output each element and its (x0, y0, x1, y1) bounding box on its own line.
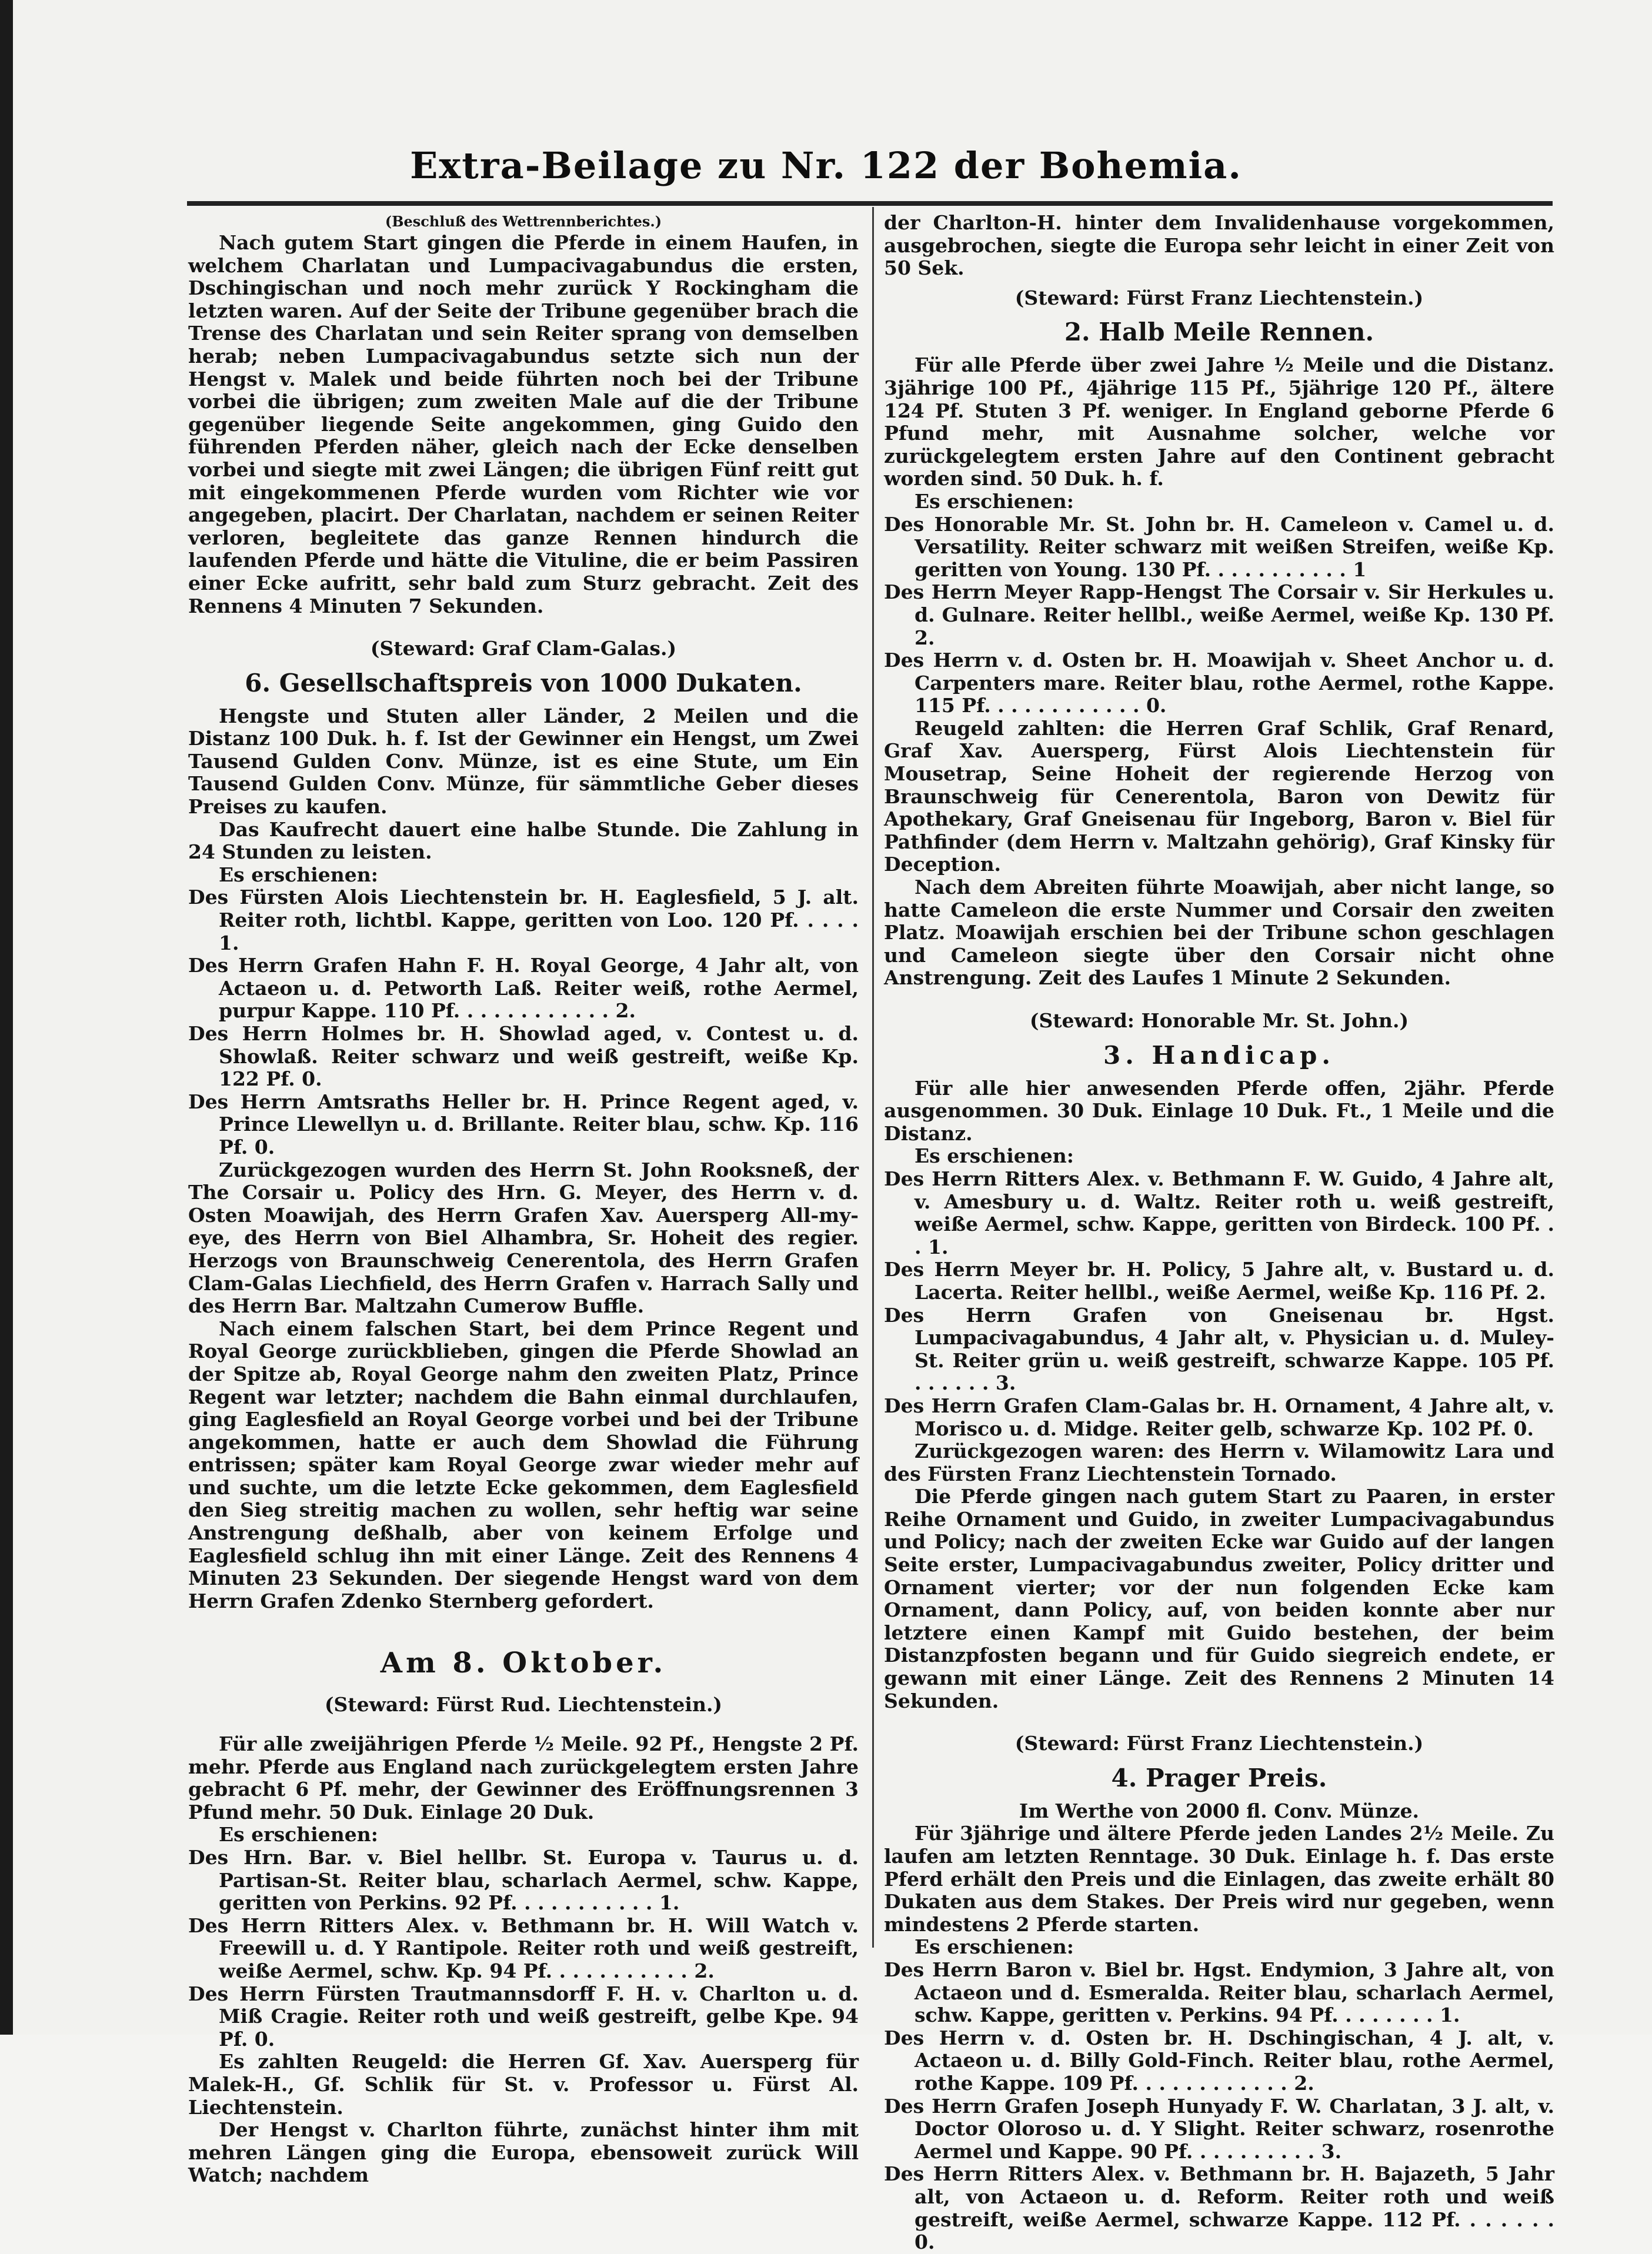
race2-entry: Des Herrn v. d. Osten br. H. Moawijah v. Sheet Anchor u. d. Carpenters mare. Reiter blau, rothe Aermel, rothe Kappe. 115 Pf. . . . . . . . . . . . 0. (884, 649, 1554, 717)
steward-line: (Steward: Fürst Franz Liechtenstein.) (1014, 286, 1424, 309)
race2-entry: Des Herrn Meyer Rapp-Hengst The Corsair v. Sir Herkules u. d. Gulnare. Reiter hellbl., weiße Aermel, weiße Kp. 130 Pf. 2. (884, 580, 1554, 649)
race3-withdrawn: Zurückgezogen waren: des Herrn v. Wilamowitz Lara und des Fürsten Franz Liechtenstein Tornado. (884, 1440, 1554, 1485)
race6-entry: Des Herrn Holmes br. H. Showlad aged, v. Contest u. d. Showlaß. Reiter schwarz und weiß gestreift, weiße Kp. 122 Pf. 0. (188, 1022, 859, 1091)
race2-entry: Des Honorable Mr. St. John br. H. Cameleon v. Camel u. d. Versatility. Reiter schwarz mit weißen Streifen, weiße Kp. geritten von Young. 130 Pf. . . . . . . . . . . 1 (884, 512, 1554, 581)
race3-report: Die Pferde gingen nach gutem Start zu Paaren, in erster Reihe Ornament und Guido, in zweiter Lumpacivagabundus und Policy; nach der zweiten Ecke war Guido auf der langen Seite erster, Lumpacivagabundus zweiter, Policy dritter und Ornament vierter; vor der nun folgenden Ecke kam Ornament, dann Policy, auf, von beiden konnte aber nur letztere einen Kampf mit Guido bestehen, der beim Distanzpfosten begann und für Guido siegreich endete, er gewann mit einer Länge. Zeit des Rennens 2 Minuten 14 Sekunden. (884, 1485, 1554, 1712)
race3-entry: Des Herrn Ritters Alex. v. Bethmann F. W. Guido, 4 Jahre alt, v. Amesbury u. d. Waltz. Reiter roth u. weiß gestreift, weiße Aermel, schw. Kappe, geritten von Birdeck. 100 Pf. . . 1. (884, 1167, 1554, 1258)
race4-subtitle: Im Werthe von 2000 fl. Conv. Münze. (1019, 1799, 1420, 1822)
erschienen-label: Es erschienen: (915, 1144, 1074, 1168)
scan-edge (0, 0, 13, 2035)
race3-entry: Des Herrn Grafen Clam-Galas br. H. Ornament, 4 Jahre alt, v. Morisco u. d. Midge. Reiter gelb, schwarze Kp. 102 Pf. 0. (884, 1394, 1554, 1440)
race7-entry: Des Hrn. Bar. v. Biel hellbr. St. Europa v. Taurus u. d. Partisan-St. Reiter blau, scharlach Aermel, schw. Kappe, geritten von Perkins. 92 Pf. . . . . . . . . . . 1. (188, 1846, 859, 1915)
race2-reugeld: Reugeld zahlten: die Herren Graf Schlik, Graf Renard, Graf Xav. Auersperg, Fürst Alois Liechtenstein für Mousetrap, Seine Hoheit der regierende Herzog von Braunschweig für Cenerentola, Baron von Dewitz für Apothekary, Graf Gneisenau für Ingeborg, Baron v. Biel für Pathfinder (dem Herrn v. Maltzahn gehörig), Graf Kinsky für Deception. (884, 716, 1554, 876)
race4-terms: Für 3jährige und ältere Pferde jeden Landes 2½ Meile. Zu laufen am letzten Renntage. 30 Duk. Einlage h. f. Das erste Pferd erhält den Preis und die Einlagen, das zweite erhält 80 Dukaten aus dem Stakes. Der Preis wird nur gegeben, wenn mindestens 2 Pferde starten. (884, 1822, 1554, 1936)
race3-terms: Für alle hier anwesenden Pferde offen, 2jähr. Pferde ausgenommen. 30 Duk. Einlage 10 Duk. Ft., 1 Meile und die Distanz. (884, 1076, 1554, 1145)
day-heading: Am 8. Oktober. (380, 1647, 667, 1680)
race6-withdrawn: Zurückgezogen wurden des Herrn St. John Rooksneß, der The Corsair u. Policy des Hrn. G. Meyer, des Herrn v. d. Osten Moawijah, des Herrn Grafen Xav. Auersperg All-my-eye, des Herrn von Biel Alhambra, Sr. Hoheit des regier. Herzogs von Braunschweig Cenerentola, des Herrn Grafen Clam-Galas Liechfield, des Herrn Grafen v. Harrach Sally und des Herrn Bar. Maltzahn Cumerow Buffle. (188, 1158, 859, 1318)
race7-report: Der Hengst v. Charlton führte, zunächst hinter ihm mit mehren Längen ging die Europa, ebensoweit zurück Will Watch; nachdem (188, 2118, 859, 2187)
race2-report: Nach dem Abreiten führte Moawijah, aber nicht lange, so hatte Cameleon die erste Nummer und Corsair den zweiten Platz. Moawijah erschien bei der Tribune schon geschlagen und Cameleon siegte über den Corsair nicht ohne Anstrengung. Zeit des Laufes 1 Minute 2 Sekunden. (884, 876, 1554, 990)
race6-terms: Hengste und Stuten aller Länder, 2 Meilen und die Distanz 100 Duk. h. f. Ist der Gewinner ein Hengst, um Zwei Tausend Gulden Conv. Münze, ist es eine Stute, um Ein Tausend Gulden Conv. Münze, für sämmtliche Geber dieses Preises zu kaufen. (188, 704, 859, 819)
erschienen-label: Es erschienen: (219, 863, 378, 886)
race3-entry: Des Herrn Meyer br. H. Policy, 5 Jahre alt, v. Bustard u. d. Lacerta. Reiter hellbl., weiße Aermel, weiße Kp. 116 Pf. 2. (884, 1258, 1554, 1304)
race6-report: Nach einem falschen Start, bei dem Prince Regent und Royal George zurückblieben, gingen die Pferde Showlad an der Spitze ab, Royal George nahm den zweiten Platz, Prince Regent war letzter; nachdem die Bahn einmal durchlaufen, ging Eaglesfield an Royal George vorbei und bei der Tribune angekommen, hatte er auch dem Showlad die Führung entrissen; später kam Royal George zwar wieder mehr auf und suchte, um die letzte Ecke gekommen, dem Eaglesfield den Sieg streitig machen zu wollen, sehr heftig war seine Anstrengung deßhalb, aber von keinem Erfolge und Eaglesfield schlug ihn mit einer Länge. Zeit des Rennens 4 Minuten 23 Sekunden. Der siegende Hengst ward von dem Herrn Grafen Zdenko Sternberg gefordert. (188, 1317, 859, 1612)
race2-title: 2. Halb Meile Rennen. (1064, 318, 1374, 347)
right-column (884, 211, 1554, 2254)
race6-entry: Des Fürsten Alois Liechtenstein br. H. Eaglesfield, 5 J. alt. Reiter roth, lichtbl. Kappe, geritten von Loo. 120 Pf. . . . . 1. (188, 886, 859, 954)
steward-line: (Steward: Fürst Rud. Liechtenstein.) (324, 1693, 723, 1717)
race4-entry: Des Herrn Baron v. Biel br. Hgst. Endymion, 3 Jahre alt, von Actaeon und d. Esmeralda. Reiter blau, scharlach Aermel, schw. Kappe, geritten v. Perkins. 94 Pf. . . . . . . . 1. (884, 1958, 1554, 2027)
erschienen-label: Es erschienen: (915, 489, 1074, 513)
race6-title: 6. Gesellschaftspreis von 1000 Dukaten. (245, 668, 802, 697)
race7-entry: Des Herrn Ritters Alex. v. Bethmann br. H. Will Watch v. Freewill u. d. Y Rantipole. Reiter roth und weiß gestreift, weiße Aermel, schw. Kp. 94 Pf. . . . . . . . . . . 2. (188, 1914, 859, 1982)
race3-entry: Des Herrn Grafen von Gneisenau br. Hgst. Lumpacivagabundus, 4 Jahr alt, v. Physician u. d. Muley-St. Reiter grün u. weiß gestreift, schwarze Kappe. 105 Pf. . . . . . . 3. (884, 1303, 1554, 1395)
race4-entry: Des Herrn Grafen Joseph Hunyady F. W. Charlatan, 3 J. alt, v. Doctor Oloroso u. d. Y Slight. Reiter schwarz, rosenrothe Aermel und Kappe. 90 Pf. . . . . . . . . . 3. (884, 2094, 1554, 2163)
race6-entry: Des Herrn Grafen Hahn F. H. Royal George, 4 Jahr alt, von Actaeon u. d. Petworth Laß. Reiter weiß, rothe Aermel, purpur Kappe. 110 Pf. . . . . . . . . . . . 2. (188, 954, 859, 1023)
erschienen-label: Es erschienen: (219, 1823, 378, 1846)
race4-entry: Des Herrn v. d. Osten br. H. Dschingischan, 4 J. alt, v. Actaeon u. d. Billy Gold-Finch. Reiter blau, rothe Aermel, rothe Kappe. 109 Pf. . . . . . . . . . . . 2. (884, 2026, 1554, 2095)
masthead-title: Extra-Beilage zu Nr. 122 der Bohemia. (410, 144, 1242, 187)
race7-entry: Des Herrn Fürsten Trautmannsdorff F. H. v. Charlton u. d. Miß Cragie. Reiter roth und weiß gestreift, gelbe Kpe. 94 Pf. 0. (188, 1982, 859, 2051)
steward-line: (Steward: Fürst Franz Liechtenstein.) (1014, 1732, 1424, 1755)
left-column (188, 212, 859, 2187)
race7-reugeld: Es zahlten Reugeld: die Herren Gf. Xav. Auersperg für Malek-H., Gf. Schlik für St. v. Professor u. Fürst Al. Liechtenstein. (188, 2050, 859, 2119)
race3-title: 3. Handicap. (1103, 1040, 1335, 1070)
race7-report-continued: der Charlton-H. hinter dem Invalidenhause vorgekommen, ausgebrochen, siegte die Europa sehr leicht in einer Zeit von 50 Sek. (884, 211, 1554, 280)
race6-kaufrecht: Das Kaufrecht dauert eine halbe Stunde. Die Zahlung in 24 Stunden zu leisten. (188, 817, 859, 864)
race6-entry: Des Herrn Amtsraths Heller br. H. Prince Regent aged, v. Prince Llewellyn u. d. Brillante. Reiter blau, schw. Kp. 116 Pf. 0. (188, 1090, 859, 1158)
column-divider (872, 207, 874, 1948)
race4-entry: Des Herrn Ritters Alex. v. Bethmann br. H. Bajazeth, 5 Jahr alt, von Actaeon u. d. Reform. Reiter roth und weiß gestreift, weiße Aermel, schwarze Kappe. 112 Pf. . . . . . . 0. (884, 2162, 1554, 2254)
race5-report: Nach gutem Start gingen die Pferde in einem Haufen, in welchem Charlatan und Lumpacivagabundus die ersten, Dschingischan und noch mehr zurück Y Rockingham die letzten waren. Auf der Seite der Tribune gegenüber brach die Trense des Charlatan und sein Reiter sprang von demselben herab; neben Lumpacivagabundus setzte sich nun der Hengst v. Malek und beide führten noch bei der Tribune vorbei die übrigen; zum zweiten Male auf die der Tribune gegenüber liegende Seite angekommen, ging Guido den führenden Pferden näher, gleich nach der Ecke denselben vorbei und siegte mit zwei Längen; die übrigen Fünf reitt gut mit eingekommenen Pferde wurden vom Richter wie vor angegeben, placirt. Der Charlatan, nachdem er seinen Reiter verloren, begleitete das ganze Rennen hindurch die laufenden Pferde und hätte die Vituline, die er beim Passiren einer Ecke aufritt, sehr bald zum Sturz gebracht. Zeit des Rennens 4 Minuten 7 Sekunden. (188, 231, 859, 617)
steward-line: (Steward: Honorable Mr. St. John.) (1029, 1009, 1409, 1032)
masthead-rule (187, 201, 1553, 206)
intro-note: (Beschluß des Wettrennberichtes.) (385, 213, 662, 230)
race7-terms: Für alle zweijährigen Pferde ½ Meile. 92 Pf., Hengste 2 Pf. mehr. Pferde aus England nach zurückgelegtem ersten Jahre gebracht 6 Pf. mehr, der Gewinner des Eröffnungsrennen 3 Pfund mehr. 50 Duk. Einlage 20 Duk. (188, 1732, 859, 1824)
race4-title: 4. Prager Preis. (1111, 1763, 1327, 1792)
erschienen-label: Es erschienen: (915, 1935, 1074, 1959)
race2-terms: Für alle Pferde über zwei Jahre ½ Meile und die Distanz. 3jährige 100 Pf., 4jährige 115 Pf., 5jährige 120 Pf., ältere 124 Pf. Stuten 3 Pf. weniger. In England geborne Pferde 6 Pfund mehr, mit Ausnahme solcher, welche vor zurückgelegtem ersten Jahre auf den Continent gebracht worden sind. 50 Duk. h. f. (884, 353, 1554, 490)
steward-line: (Steward: Graf Clam-Galas.) (370, 637, 677, 660)
spacer (188, 1717, 859, 1733)
